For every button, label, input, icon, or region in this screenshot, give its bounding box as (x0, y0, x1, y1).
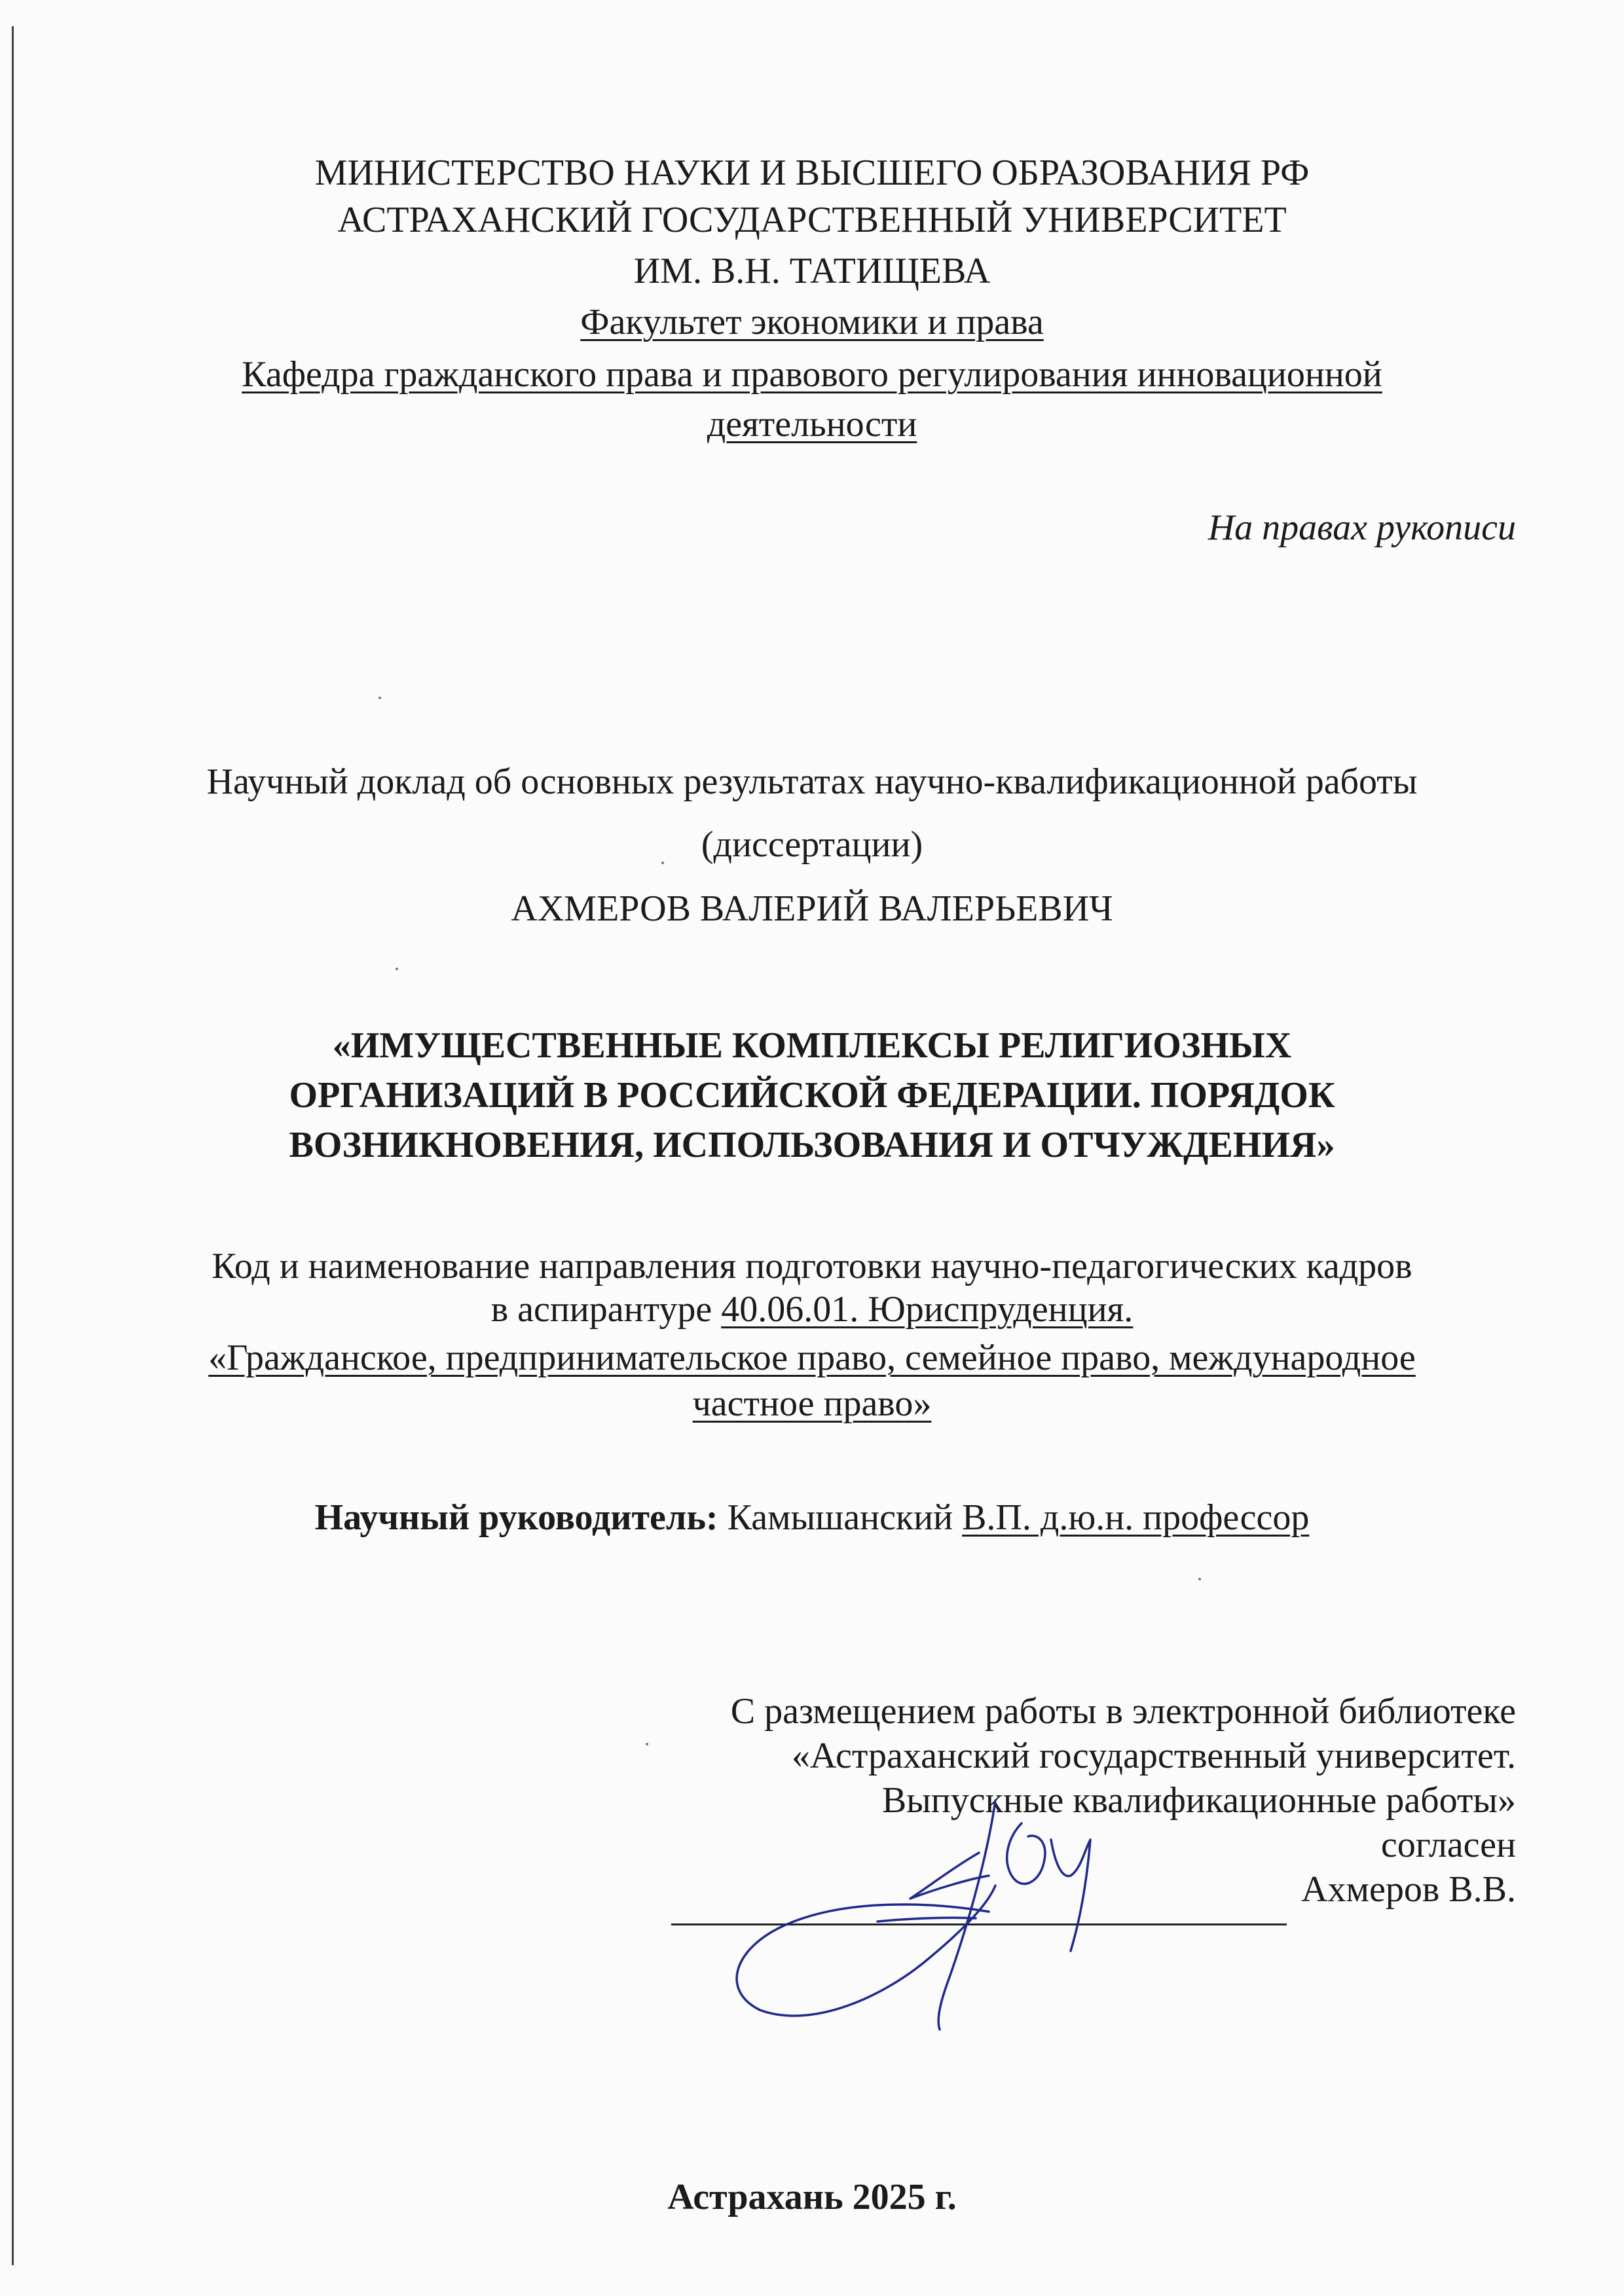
university-name: ИМ. В.Н. ТАТИЩЕВА (633, 251, 991, 291)
title-line-3: ВОЗНИКНОВЕНИЯ, ИСПОЛЬЗОВАНИЯ И ОТЧУЖДЕНИЯ» (289, 1125, 1335, 1165)
consent-line-3: Выпускные квалификационные работы» (881, 1780, 1516, 1821)
department-line-2: деятельности (707, 404, 917, 445)
faculty-name: Факультет экономики и права (580, 302, 1044, 342)
title-line-1: «ИМУЩЕСТВЕННЫЕ КОМПЛЕКСЫ РЕЛИГИОЗНЫХ (332, 1025, 1292, 1066)
scan-speck (661, 862, 664, 864)
consent-line-2: «Астраханский государственный университет. (791, 1736, 1516, 1776)
title-line-2: ОРГАНИЗАЦИЙ В РОССИЙСКОЙ ФЕДЕРАЦИИ. ПОРЯДОК (289, 1075, 1335, 1116)
scan-speck (1198, 1578, 1201, 1580)
ministry-heading: МИНИСТЕРСТВО НАУКИ И ВЫСШЕГО ОБРАЗОВАНИЯ РФ (314, 153, 1310, 193)
university-heading: АСТРАХАНСКИЙ ГОСУДАРСТВЕННЫЙ УНИВЕРСИТЕТ (337, 200, 1287, 240)
program-line-4: частное право» (692, 1383, 932, 1424)
scan-speck (646, 1743, 648, 1745)
author-name: АХМЕРОВ ВАЛЕРИЙ ВАЛЕРЬЕВИЧ (511, 888, 1113, 929)
report-line-1: Научный доклад об основных результатах научно-квалификационной работы (206, 761, 1418, 802)
footer-place-year: Астрахань 2025 г. (667, 2177, 957, 2217)
program-line-1: Код и наименование направления подготовки научно-педагогических кадров (212, 1246, 1412, 1286)
signer-name: Ахмеров В.В. (1301, 1869, 1516, 1910)
department-line-1: Кафедра гражданского права и правового регулирования инновационной (242, 354, 1382, 395)
supervisor-line: Научный руководитель: Камышанский В.П. д.ю.н. профессор (314, 1497, 1310, 1538)
report-line-2: (диссертации) (701, 824, 923, 865)
scan-speck (396, 968, 398, 970)
signature-icon (714, 1761, 1120, 2056)
program-line-3: «Гражданское, предпринимательское право, семейное право, международное (208, 1338, 1416, 1378)
consent-line-1: С размещением работы в электронной библиотеке (730, 1691, 1516, 1732)
consent-line-4: согласен (1380, 1825, 1516, 1865)
scan-speck (378, 697, 381, 699)
program-line-2: в аспирантуре 40.06.01. Юриспруденция. (490, 1289, 1134, 1330)
manuscript-note: На правах рукописи (1208, 507, 1516, 548)
